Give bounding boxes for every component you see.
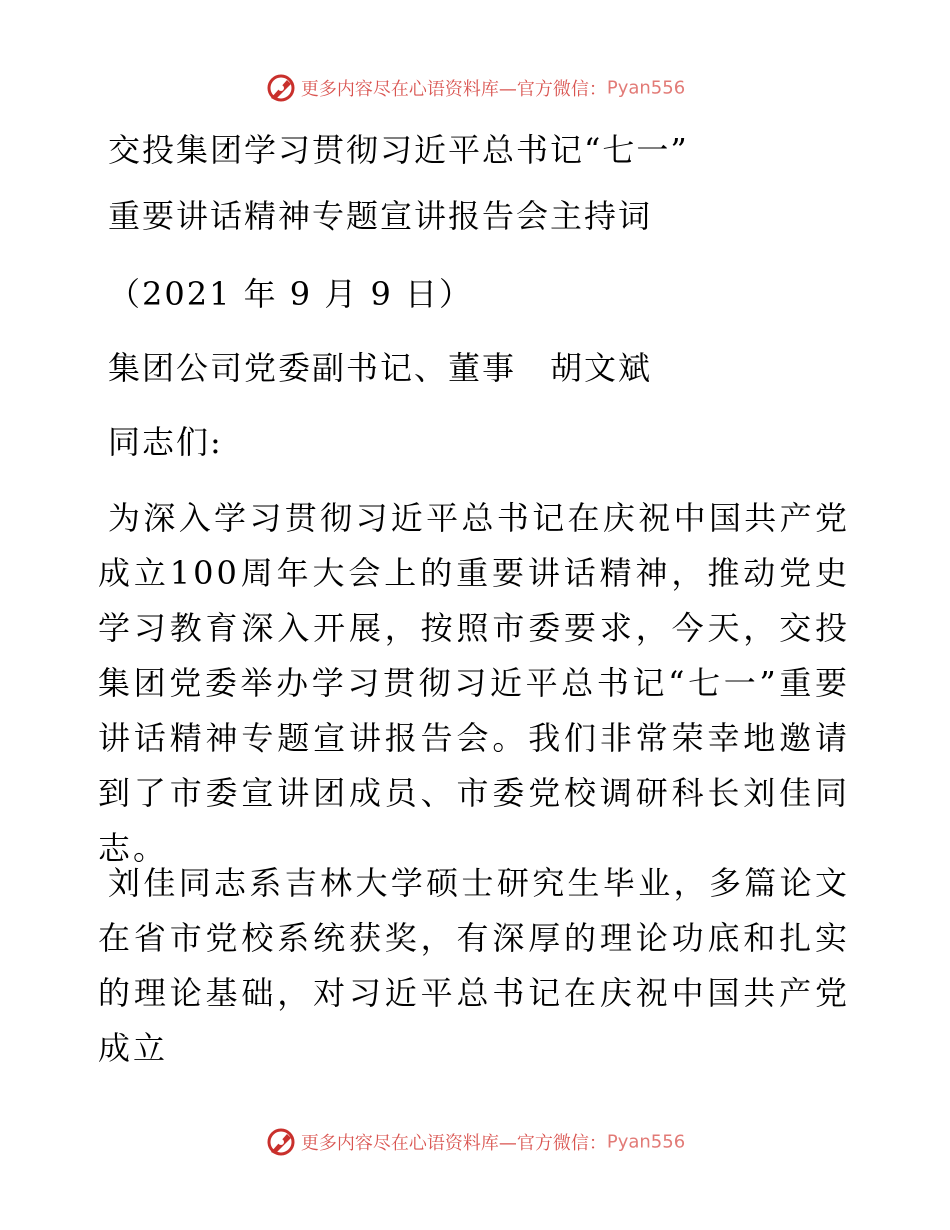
document-date: （2021 年 9 月 9 日）: [108, 275, 474, 313]
watermark-text: 更多内容尽在心语资料库—官方微信：: [300, 1133, 607, 1154]
body-paragraph: 刘佳同志系吉林大学硕士研究生毕业，多篇论文在省市党校系统获奖，有深厚的理论功底和扎实的理论基础，对习近平总书记在庆祝中国共产党成立: [98, 864, 850, 1067]
watermark-header: [0, 72, 950, 104]
document-title-line-2: 重要讲话精神专题宣讲报告会主持词: [108, 197, 653, 235]
body-paragraph: 为深入学习贯彻习近平总书记在庆祝中国共产党成立100周年大会上的重要讲话精神，推动党史学习教育深入开展，按照市委要求，今天，交投集团党委举办学习贯彻习近平总书记“七一”重要讲话精神专题宣讲报告会。我们非常荣幸地邀请到了市委宣讲团成员、市委党校调研科长刘佳同志。: [98, 499, 850, 867]
watermark-wechat-id: Pyan556: [606, 1131, 686, 1153]
watermark-footer: [0, 1126, 950, 1158]
document-title-line-1: 交投集团学习贯彻习近平总书记“七一”: [108, 131, 689, 169]
watermark-wechat-id: Pyan556: [606, 77, 686, 99]
quill-circle-icon: [265, 72, 297, 104]
quill-circle-icon: [265, 1126, 297, 1158]
document-salutation: 同志们:: [108, 423, 223, 461]
document-speaker: 集团公司党委副书记、董事 胡文斌: [108, 349, 653, 387]
watermark-text: 更多内容尽在心语资料库—官方微信：: [300, 79, 607, 100]
